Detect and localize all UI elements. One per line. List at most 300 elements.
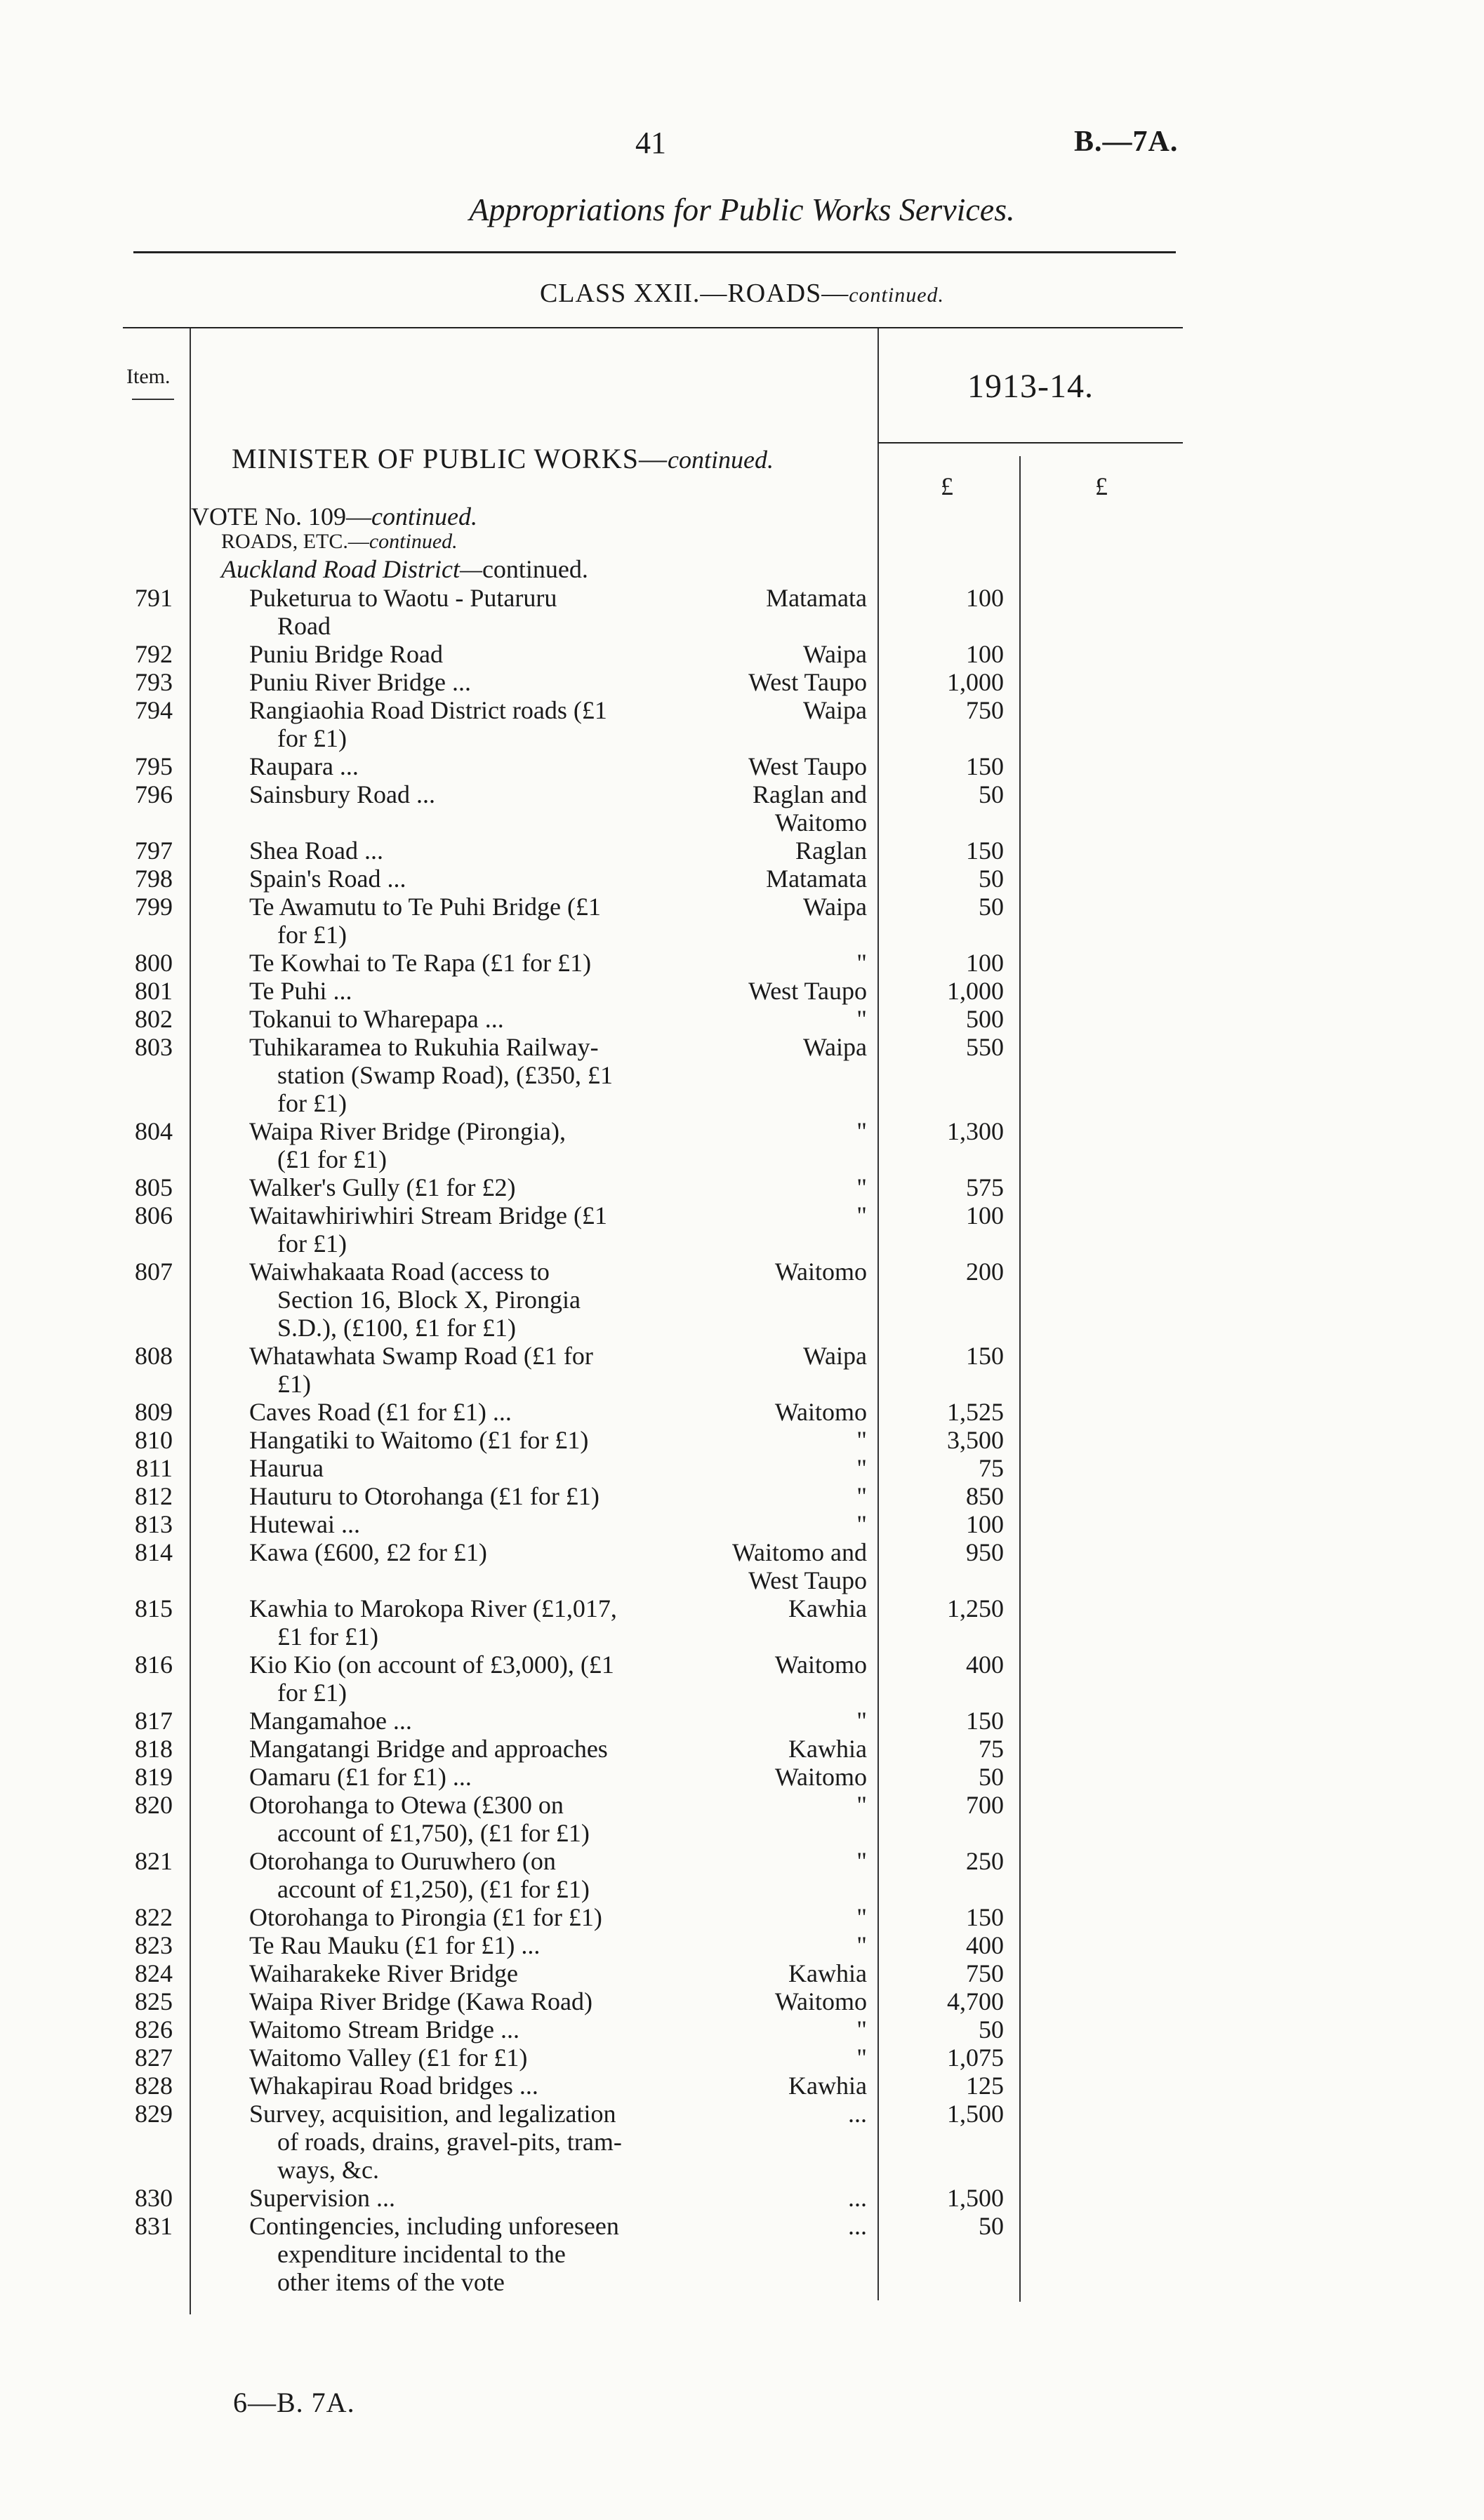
item-number: 814 [135,1538,173,1566]
item-number: 804 [135,1117,173,1145]
electoral-district [695,1763,867,1791]
item-number: 805 [135,1173,173,1201]
item-description-line: Shea Road ... [249,836,383,865]
amount: 150 [966,1903,1004,1931]
item-description-line: Tokanui to Wharepapa ... [249,1005,504,1033]
item-description [249,2212,677,2296]
item-number: 812 [135,1482,173,1510]
amount: 75 [979,1454,1004,1482]
item-description [249,2184,677,2212]
item-description [249,640,677,668]
table-row [0,2015,1484,2044]
item-number: 817 [135,1707,173,1735]
item-number: 795 [135,752,173,780]
electoral-district-line: " [856,1707,867,1735]
item-number: 824 [135,1959,173,1987]
year-header-rule [877,442,1183,444]
electoral-district [695,1903,867,1931]
table-row [0,1005,1484,1033]
electoral-district-line: Matamata [766,584,867,612]
electoral-district-line: Raglan [795,836,867,865]
electoral-district-line: Kawhia [788,1959,867,1987]
electoral-district [695,2044,867,2072]
item-description [249,865,677,893]
amount: 50 [979,2212,1004,2240]
electoral-district-line: ... [848,2184,867,2212]
electoral-district [695,1987,867,2015]
table-row [0,1033,1484,1117]
electoral-district-line: " [856,1005,867,1033]
electoral-district [695,1398,867,1426]
item-number: 823 [135,1931,173,1959]
electoral-district [695,1931,867,1959]
amount: 100 [966,1510,1004,1538]
amount: 150 [966,836,1004,865]
item-description [249,1033,677,1117]
appropriations-table-body [0,584,1484,2296]
item-description [249,1651,677,1707]
table-row [0,1847,1484,1903]
item-description-line: Te Puhi ... [249,977,352,1005]
electoral-district-line: Waitomo [774,1987,867,2015]
table-row [0,640,1484,668]
table-row [0,2212,1484,2296]
electoral-district [695,1538,867,1594]
item-description-line: Puniu Bridge Road [249,640,443,668]
item-description-line: Waitomo Valley (£1 for £1) [249,2044,528,2072]
electoral-district-line: " [856,1426,867,1454]
electoral-district [695,836,867,865]
item-description [249,1735,677,1763]
item-description-line: Waitawhiriwhiri Stream Bridge (£1 [249,1201,607,1229]
electoral-district-line: West Taupo [748,977,867,1005]
electoral-district-line: " [856,1903,867,1931]
amount: 150 [966,752,1004,780]
amount: 1,000 [947,668,1004,696]
item-description [249,1342,677,1398]
item-description-line: for £1) [277,921,347,949]
electoral-district [695,2072,867,2100]
item-description [249,1454,677,1482]
item-description-line: Tuhikaramea to Rukuhia Railway- [249,1033,599,1061]
item-number: 821 [135,1847,173,1875]
electoral-district-line: " [856,1173,867,1201]
item-description-line: Sainsbury Road ... [249,780,435,808]
item-description-line: Waipa River Bridge (Pirongia), [249,1117,566,1145]
district-heading-cont: continued. [482,555,588,583]
electoral-district-line: " [856,1454,867,1482]
item-description-line: Te Kowhai to Te Rapa (£1 for £1) [249,949,592,977]
electoral-district-line: Kawhia [788,2072,867,2100]
roads-heading [221,530,458,554]
amount: 1,075 [947,2044,1004,2072]
item-description-line: for £1) [277,1679,347,1707]
item-description-line: for £1) [277,724,347,752]
class-heading-text: CLASS XXII.—ROADS— [539,279,849,308]
amount: 1,300 [947,1117,1004,1145]
item-number: 825 [135,1987,173,2015]
item-description [249,1005,677,1033]
electoral-district-line: " [856,1117,867,1145]
amount: 200 [966,1258,1004,1286]
table-row [0,1959,1484,1987]
item-number: 794 [135,696,173,724]
item-number: 810 [135,1426,173,1454]
item-number: 797 [135,836,173,865]
electoral-district [695,2100,867,2128]
item-description [249,1482,677,1510]
item-description-line: Puketurua to Waotu - Putaruru [249,584,557,612]
item-description-line: Otorohanga to Pirongia (£1 for £1) [249,1903,602,1931]
item-description [249,668,677,696]
item-description-line: Kio Kio (on account of £3,000), (£1 [249,1651,614,1679]
item-number: 801 [135,977,173,1005]
table-row [0,1510,1484,1538]
table-top-rule [123,327,1183,328]
amount: 750 [966,696,1004,724]
minister-heading [232,442,774,475]
item-description [249,1510,677,1538]
electoral-district [695,1033,867,1061]
item-number: 791 [135,584,173,612]
amount: 50 [979,865,1004,893]
amount: 750 [966,1959,1004,1987]
electoral-district [695,668,867,696]
electoral-district-line: Waitomo and [731,1538,867,1566]
item-number: 813 [135,1510,173,1538]
electoral-district-line: Waipa [802,1342,867,1370]
item-description [249,836,677,865]
amount: 1,500 [947,2184,1004,2212]
item-description [249,1931,677,1959]
table-row [0,949,1484,977]
item-number: 830 [135,2184,173,2212]
electoral-district [695,1707,867,1735]
item-number: 816 [135,1651,173,1679]
item-number: 803 [135,1033,173,1061]
item-description-line: expenditure incidental to the [277,2240,566,2268]
table-row [0,1707,1484,1735]
table-row [0,1763,1484,1791]
electoral-district [695,1847,867,1875]
item-description [249,1959,677,1987]
electoral-district-line: Waipa [802,640,867,668]
electoral-district-line: ... [848,2212,867,2240]
amount: 500 [966,1005,1004,1033]
item-number: 799 [135,893,173,921]
item-description [249,2072,677,2100]
electoral-district-line: Waitomo [774,1763,867,1791]
electoral-district-line: " [856,949,867,977]
electoral-district [695,1201,867,1229]
item-description-line: for £1) [277,1089,347,1117]
item-description [249,1538,677,1566]
electoral-district-line: " [856,1931,867,1959]
amount: 150 [966,1707,1004,1735]
electoral-district [695,2184,867,2212]
table-row [0,2184,1484,2212]
item-description-line: of roads, drains, gravel-pits, tram- [277,2128,622,2156]
item-number: 818 [135,1735,173,1763]
item-description-line: account of £1,750), (£1 for £1) [277,1819,590,1847]
item-description-line: Waipa River Bridge (Kawa Road) [249,1987,592,2015]
table-row [0,1538,1484,1594]
item-description-line: Hutewai ... [249,1510,360,1538]
roads-heading-text: ROADS, ETC.— [221,530,369,553]
amount: 1,500 [947,2100,1004,2128]
amount: 950 [966,1538,1004,1566]
page-signature: 6—B. 7A. [233,2387,355,2418]
electoral-district [695,865,867,893]
electoral-district-line: West Taupo [748,752,867,780]
item-description-line: Caves Road (£1 for £1) ... [249,1398,512,1426]
amount: 100 [966,1201,1004,1229]
item-description-line: Raupara ... [249,752,359,780]
electoral-district-line: " [856,2015,867,2044]
electoral-district-line: Waitomo [774,1651,867,1679]
amount: 50 [979,780,1004,808]
table-row [0,1398,1484,1426]
electoral-district [695,1426,867,1454]
electoral-district [695,1342,867,1370]
table-row [0,836,1484,865]
electoral-district-line: " [856,1847,867,1875]
electoral-district-line: Waitomo [774,1398,867,1426]
item-description-line: Te Awamutu to Te Puhi Bridge (£1 [249,893,601,921]
item-description-line: Puniu River Bridge ... [249,668,471,696]
class-heading [0,278,1484,309]
item-description-line: Road [277,612,331,640]
table-row [0,1201,1484,1258]
item-description [249,2044,677,2072]
table-row [0,1651,1484,1707]
electoral-district-line: Waitomo [774,1258,867,1286]
item-description-line: Walker's Gully (£1 for £2) [249,1173,516,1201]
table-row [0,1791,1484,1847]
electoral-district [695,640,867,668]
table-row [0,977,1484,1005]
page-number: 41 [635,126,666,160]
electoral-district-line: ... [848,2100,867,2128]
item-number: 800 [135,949,173,977]
electoral-district [695,696,867,724]
electoral-district-line: " [856,1482,867,1510]
item-description-line: Hauturu to Otorohanga (£1 for £1) [249,1482,599,1510]
item-description-line: Spain's Road ... [249,865,406,893]
item-description-line: S.D.), (£100, £1 for £1) [277,1314,516,1342]
electoral-district-line: West Taupo [748,668,867,696]
item-description-line: £1) [277,1370,311,1398]
table-row [0,780,1484,836]
item-description [249,949,677,977]
electoral-district-line: Waipa [802,893,867,921]
item-number: 802 [135,1005,173,1033]
table-row [0,1258,1484,1342]
table-row [0,1931,1484,1959]
item-description [249,1258,677,1342]
page-title: Appropriations for Public Works Services. [469,192,1015,227]
electoral-district-line: Kawhia [788,1735,867,1763]
electoral-district-line: Waipa [802,1033,867,1061]
item-description-line: Te Rau Mauku (£1 for £1) ... [249,1931,541,1959]
electoral-district [695,893,867,921]
item-description [249,1173,677,1201]
electoral-district [695,752,867,780]
table-row [0,893,1484,949]
pound-sign-col1: £ [941,472,953,500]
item-description [249,2015,677,2044]
item-number: 815 [135,1594,173,1622]
item-description [249,1117,677,1173]
electoral-district [695,1651,867,1679]
item-description-line: Supervision ... [249,2184,396,2212]
table-row [0,1594,1484,1651]
amount: 1,250 [947,1594,1004,1622]
item-description-line: £1 for £1) [277,1622,378,1651]
amount: 700 [966,1791,1004,1819]
item-description [249,1201,677,1258]
item-description [249,2100,677,2184]
item-description [249,1763,677,1791]
item-description [249,1791,677,1847]
electoral-district-line: Waitomo [774,808,867,836]
title-rule [133,251,1176,253]
item-description-line: (£1 for £1) [277,1145,387,1173]
item-description-line: Whatawhata Swamp Road (£1 for [249,1342,593,1370]
item-description-line: ways, &c. [277,2156,379,2184]
electoral-district [695,1117,867,1145]
vote-heading-text: VOTE No. 109— [191,502,371,531]
roads-heading-cont: continued. [369,530,458,553]
item-description [249,780,677,808]
amount: 100 [966,640,1004,668]
pound-sign-col2: £ [1095,472,1108,500]
district-heading [221,554,588,584]
item-description-line: Waitomo Stream Bridge ... [249,2015,520,2044]
item-description [249,1847,677,1903]
item-description-line: Mangatangi Bridge and approaches [249,1735,608,1763]
amount: 150 [966,1342,1004,1370]
amount: 400 [966,1651,1004,1679]
item-description-line: account of £1,250), (£1 for £1) [277,1875,590,1903]
table-row [0,752,1484,780]
table-row [0,1903,1484,1931]
electoral-district [695,2015,867,2044]
document-reference: B.—7A. [1074,126,1179,158]
amount: 850 [966,1482,1004,1510]
item-number: 807 [135,1258,173,1286]
item-column-header: Item. [126,365,171,388]
electoral-district-line: West Taupo [748,1566,867,1594]
table-row [0,1173,1484,1201]
item-description-line: for £1) [277,1229,347,1258]
amount: 400 [966,1931,1004,1959]
amount: 50 [979,1763,1004,1791]
electoral-district [695,1791,867,1819]
electoral-district [695,1258,867,1286]
item-description-line: Waiharakeke River Bridge [249,1959,518,1987]
item-number: 796 [135,780,173,808]
electoral-district [695,780,867,836]
item-description-line: station (Swamp Road), (£350, £1 [277,1061,613,1089]
item-description-line: Waiwhakaata Road (access to [249,1258,550,1286]
item-number: 827 [135,2044,173,2072]
table-row [0,1117,1484,1173]
table-row [0,1735,1484,1763]
amount: 3,500 [947,1426,1004,1454]
item-number: 792 [135,640,173,668]
vote-heading [191,502,477,531]
electoral-district [695,1959,867,1987]
table-row [0,1426,1484,1454]
electoral-district [695,1173,867,1201]
table-row [0,696,1484,752]
amount: 1,000 [947,977,1004,1005]
electoral-district [695,2212,867,2240]
electoral-district [695,949,867,977]
electoral-district [695,1594,867,1622]
item-description-line: Otorohanga to Ouruwhero (on [249,1847,556,1875]
year-column-header: 1913-14. [967,368,1094,405]
amount: 50 [979,2015,1004,2044]
table-row [0,2044,1484,2072]
table-row [0,668,1484,696]
item-number: 826 [135,2015,173,2044]
table-row [0,1987,1484,2015]
item-description [249,1594,677,1651]
table-row [0,865,1484,893]
item-number: 829 [135,2100,173,2128]
amount: 1,525 [947,1398,1004,1426]
item-number: 808 [135,1342,173,1370]
item-description-line: Rangiaohia Road District roads (£1 [249,696,607,724]
item-number: 798 [135,865,173,893]
item-description [249,1903,677,1931]
item-number: 822 [135,1903,173,1931]
item-number: 831 [135,2212,173,2240]
table-row [0,1342,1484,1398]
item-number: 820 [135,1791,173,1819]
item-description [249,1398,677,1426]
item-number: 828 [135,2072,173,2100]
item-description-line: Section 16, Block X, Pirongia [277,1286,581,1314]
item-description [249,977,677,1005]
electoral-district-line: " [856,1510,867,1538]
electoral-district-line: Raglan and [753,780,867,808]
item-description-line: Survey, acquisition, and legalization [249,2100,616,2128]
item-description-line: Oamaru (£1 for £1) ... [249,1763,472,1791]
electoral-district [695,977,867,1005]
minister-heading-cont: continued. [668,446,774,474]
amount: 100 [966,949,1004,977]
district-heading-text: Auckland Road District— [221,555,482,583]
item-description [249,893,677,949]
item-description-line: Contingencies, including unforeseen [249,2212,619,2240]
class-heading-cont: continued. [849,284,945,307]
table-row [0,2072,1484,2100]
amount: 125 [966,2072,1004,2100]
electoral-district [695,1482,867,1510]
item-number: 806 [135,1201,173,1229]
item-description-line: other items of the vote [277,2268,505,2296]
item-description-line: Kawa (£600, £2 for £1) [249,1538,487,1566]
item-description-line: Kawhia to Marokopa River (£1,017, [249,1594,617,1622]
item-description [249,1707,677,1735]
item-description [249,584,677,640]
electoral-district-line: Waipa [802,696,867,724]
amount: 575 [966,1173,1004,1201]
electoral-district-line: " [856,1791,867,1819]
